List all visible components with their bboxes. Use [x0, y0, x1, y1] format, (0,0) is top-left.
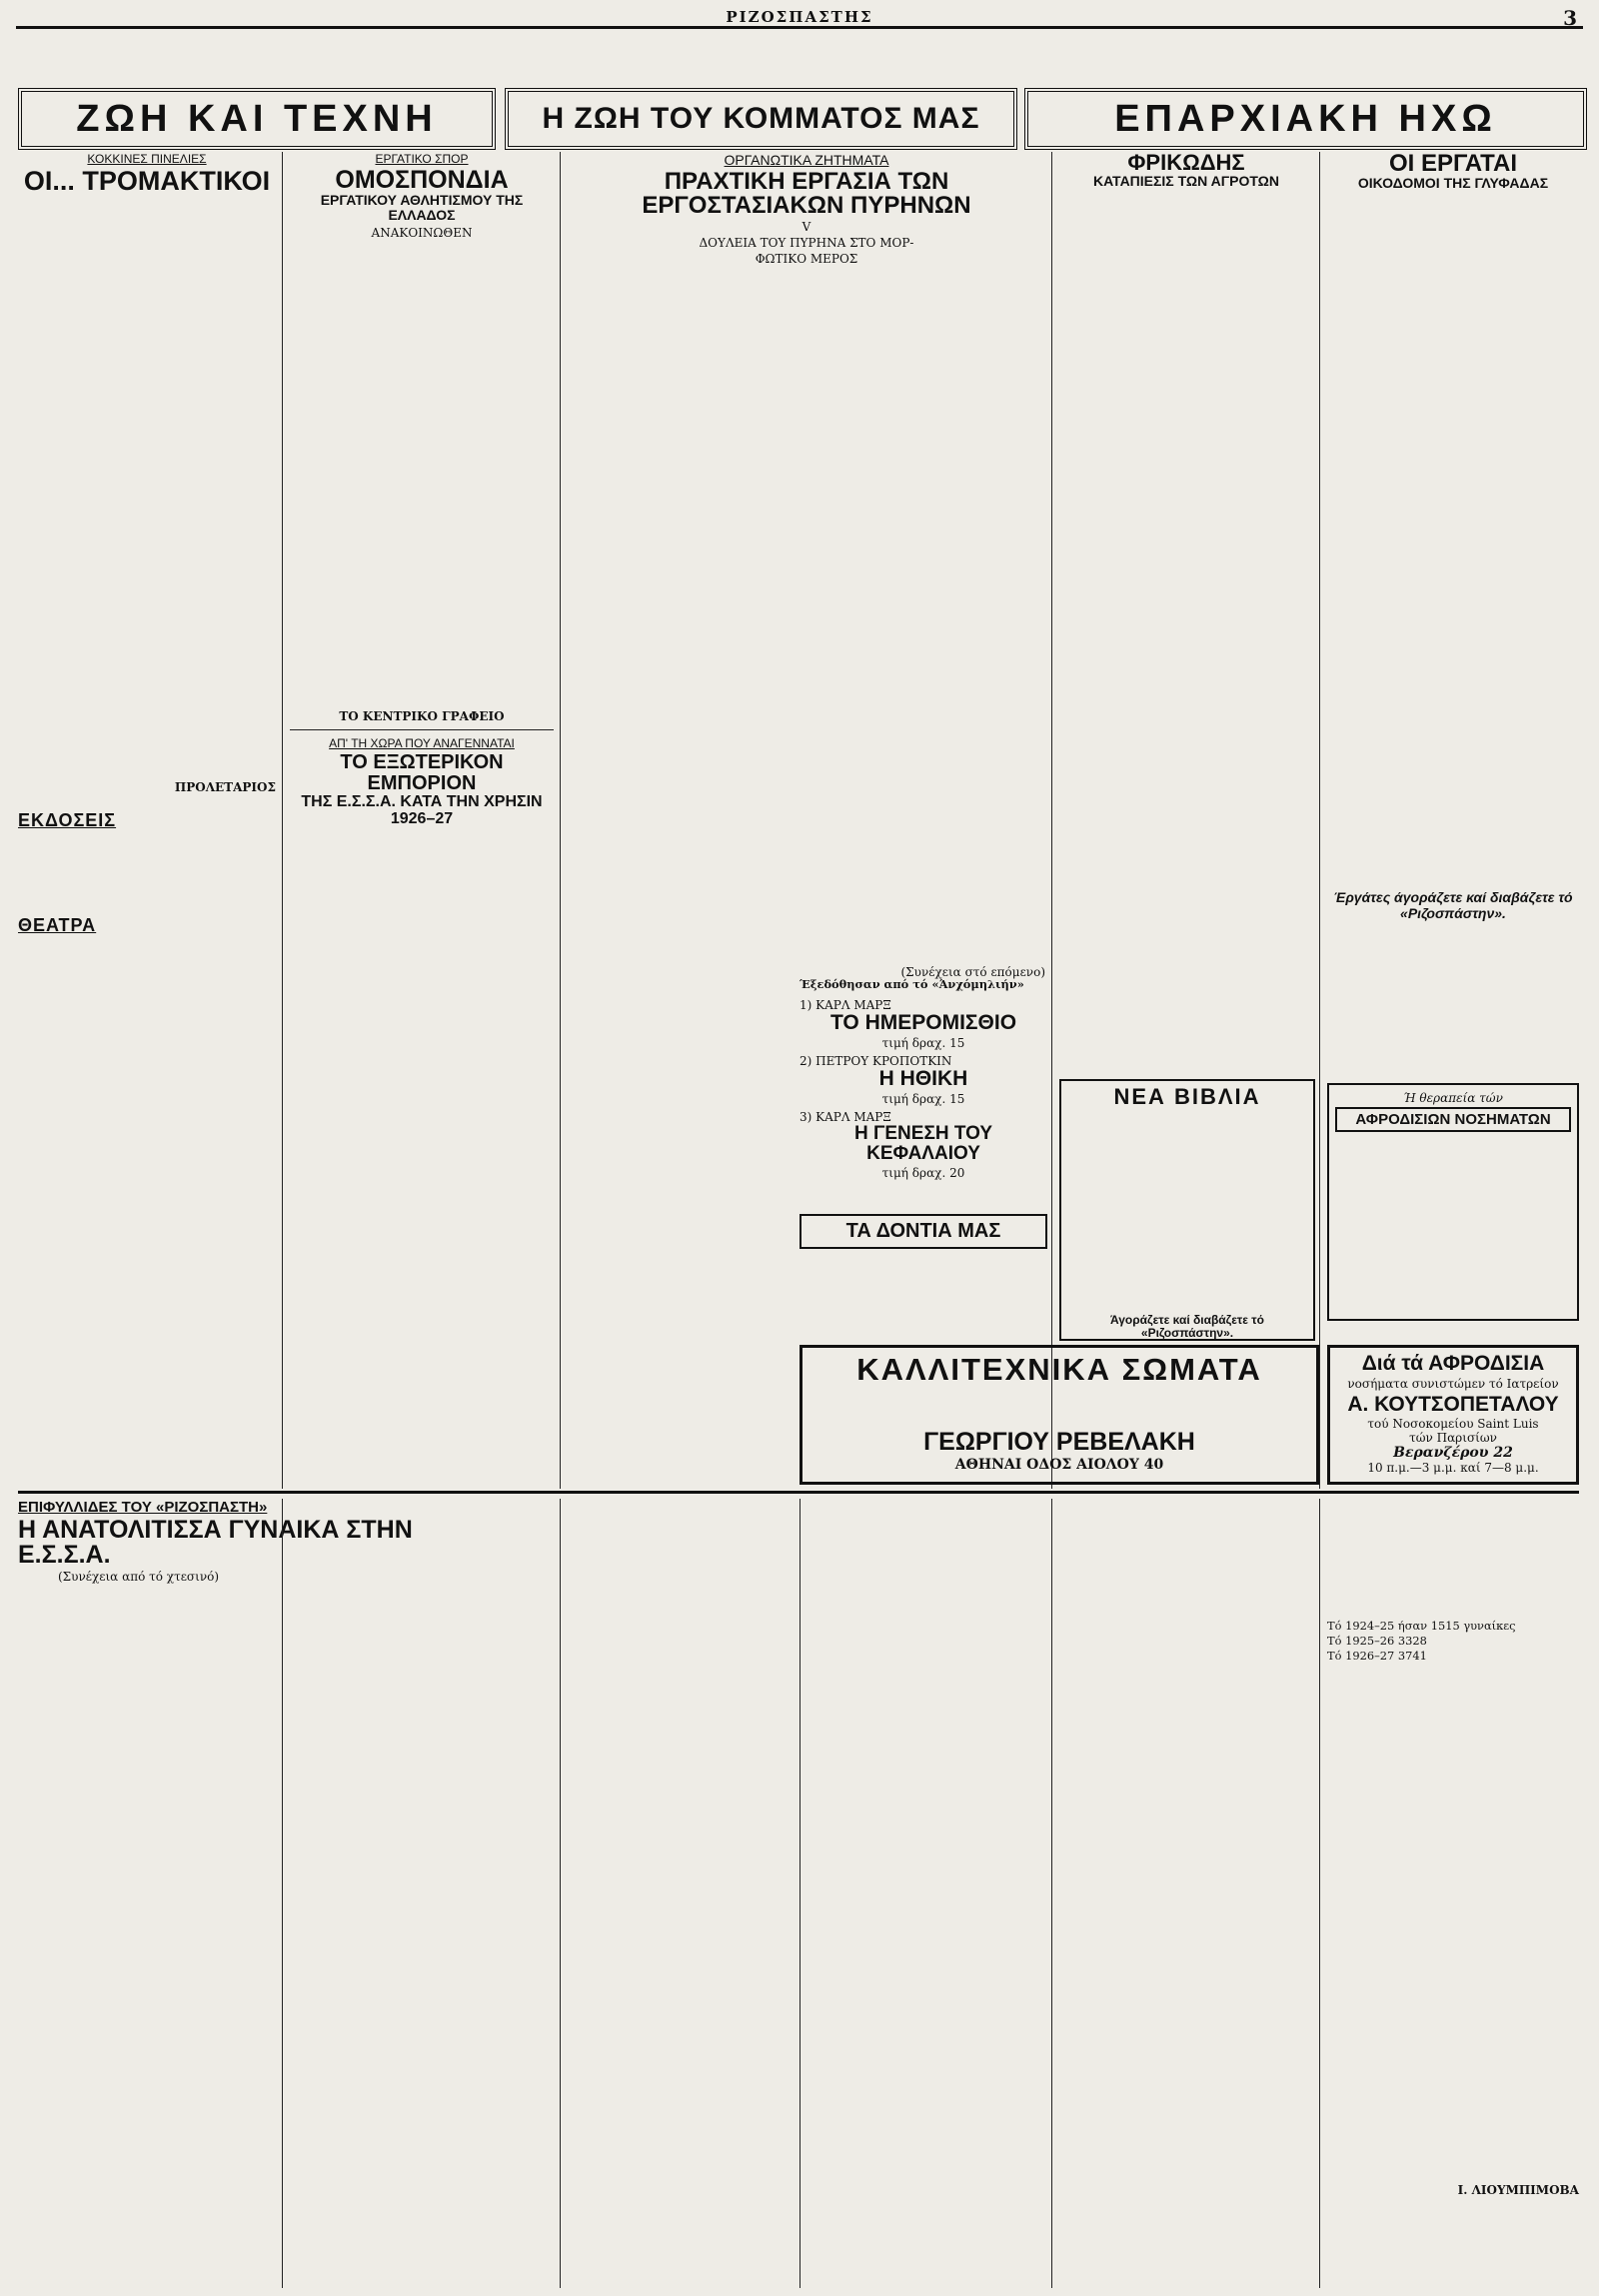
column-rule [1051, 152, 1052, 1489]
new-books-box [1059, 1079, 1315, 1341]
article-signature: ΠΡΟΛΕΤΑΡΙΟΣ [174, 780, 276, 794]
ad-supertitle: Ή θεραπεία τών [1403, 1091, 1503, 1105]
article-title-line2: ΕΡΓΑΤΙΚΟΥ ΑΘΛΗΤΙΣΜΟΥ ΤΗΣ ΕΛΛΑΔΟΣ [320, 192, 524, 223]
ad-clinic: τού Νοσοκομείου Saint Luis [1367, 1417, 1539, 1431]
column-rule [560, 152, 561, 1489]
pub-title: Η ΗΘΙΚΗ [878, 1067, 968, 1091]
article-roman: V [801, 220, 811, 234]
banner-life-and-art: ΖΩΗ ΚΑΙ ΤΕΧΝΗ [18, 88, 496, 150]
ad-name: Α. ΚΟΥΤΣΟΠΕΤΑΛΟΥ [1347, 1393, 1559, 1416]
banner-party-life: Η ΖΩΗ ΤΟΥ ΚΟΜΜΑΤΟΣ ΜΑΣ [505, 88, 1017, 150]
trade-title-line2: ΤΗΣ Ε.Σ.Σ.Α. ΚΑΤΑ ΤΗΝ ΧΡΗΣΙΝ 1926–27 [301, 793, 543, 828]
column-peasants [1059, 152, 1313, 1071]
serial-signature: I. ΛΙΟΥΜΠΙΜΟΒΑ [1457, 2183, 1579, 2197]
article-title: ΦΡΙΚΩΔΗΣ [1127, 150, 1245, 175]
trade-supertitle: ΑΠ' ΤΗ ΧΩΡΑ ΠΟΥ ΑΝΑΓΕΝΝΑΤΑΙ [329, 736, 515, 751]
serial-column-6 [1327, 1499, 1579, 2288]
column-rule [282, 152, 283, 1489]
trade-title: ΤΟ ΕΞΩΤΕΡΙΚΟΝ ΕΜΠΟΡΙΟΝ [340, 751, 504, 795]
buy-cta: Έργάτες άγοράζετε καί διαβάζετε τό «Ριζοσπάστην». [1333, 889, 1573, 921]
ad-top: Διά τά ΑΦΡΟΔΙΣΙΑ [1361, 1352, 1545, 1375]
column-builders [1327, 152, 1579, 1051]
ad-title: ΑΦΡΟΔΙΣΙΩΝ ΝΟΣΗΜΑΤΩΝ [1335, 1107, 1571, 1132]
supertitle: ΕΡΓΑΤΙΚΟ ΣΠΟΡ [375, 152, 469, 166]
serial-stat: Τό 1926–27 3741 [1327, 1649, 1427, 1663]
section-rule [18, 1491, 1579, 1494]
publications-box [800, 977, 1047, 1337]
serial-continued: (Συνέχεια από τό χτεσινό) [58, 1570, 220, 1584]
article-subtitle: ΑΝΑΚΟΙΝΩΘΕΝ [371, 226, 473, 241]
ad-venereal-treatment [1327, 1083, 1579, 1321]
banner-provincial-echo: ΕΠΑΡΧΙΑΚΗ ΗΧΩ [1024, 88, 1587, 150]
column-sport [290, 152, 554, 1487]
teeth-box [800, 1214, 1047, 1249]
supertitle: ΚΟΚΚΙΝΕΣ ΠΙΝΕΛΙΕΣ [87, 152, 207, 166]
pub-author: 1) ΚΑΡΛ ΜΑΡΞ [800, 998, 891, 1012]
supertitle: ΟΡΓΑΝΩΤΙΚΑ ΖΗΤΗΜΑΤΑ [724, 152, 889, 168]
masthead [16, 8, 1583, 29]
pub-author: 3) ΚΑΡΛ ΜΑΡΞ [800, 1110, 891, 1125]
ad-title: ΚΑΛΛΙΤΕΧΝΙΚΑ ΣΩΜΑΤΑ [856, 1352, 1262, 1387]
ad-koutsopetalos [1327, 1345, 1579, 1485]
ad-artistic-coffins [800, 1345, 1319, 1485]
section-title-theatres: ΘΕΑΤΡΑ [18, 915, 97, 935]
article-subtitle: ΚΑΤΑΠΙΕΣΙΣ ΤΩΝ ΑΓΡΟΤΩΝ [1093, 173, 1279, 189]
ad-name: ΓΕΩΡΓΙΟΥ ΡΕΒΕΛΑΚΗ [923, 1428, 1195, 1456]
paper-name: ΡΙΖΟΣΠΑΣΤΗΣ [726, 8, 873, 26]
serial-stat: Τό 1924–25 ήσαν 1515 γυναίκες [1327, 1619, 1516, 1633]
page-number: 3 [1563, 6, 1577, 30]
signature-central-office: ΤΟ ΚΕΝΤΡΙΚΟ ΓΡΑΦΕΙΟ [339, 709, 505, 724]
serial-title: Η ΑΝΑΤΟΛΙΤΙΣΣΑ ΓΥΝΑΙΚΑ ΣΤΗΝ Ε.Σ.Σ.Α. [18, 1516, 413, 1569]
books-footer: Άγοράζετε καί διαβάζετε τό «Ριζοσπάστην». [1110, 1313, 1264, 1341]
article-title: ΟΙ ΕΡΓΑΤΑΙ [1388, 150, 1518, 177]
column-life-art [18, 152, 276, 1487]
article-title: ΟΙ... ΤΡΟΜΑΚΤΙΚΟΙ [23, 166, 271, 196]
ad-address: ΑΘΗΝΑΙ ΟΔΟΣ ΑΙΟΛΟΥ 40 [954, 1457, 1164, 1473]
pub-price: τιμή δραχ. 15 [881, 1036, 965, 1051]
ad-hours: 10 π.μ.—3 μ.μ. καί 7—8 μ.μ. [1367, 1461, 1539, 1475]
article-subtitle: ΔΟΥΛΕΙΑ ΤΟΥ ΠΥΡΗΝΑ ΣΤΟ ΜΟΡ- [699, 236, 914, 250]
pub-price: τιμή δραχ. 20 [881, 1165, 965, 1180]
column-organization [568, 152, 1045, 979]
ad-sub: νοσήματα συνιστώμεν τό Ιατρείον [1347, 1377, 1559, 1391]
pub-author: 2) ΠΕΤΡΟΥ ΚΡΟΠΟΤΚΙΝ [800, 1054, 952, 1069]
serial-supertitle: ΕΠΙΦΥΛΛΙΔΕΣ ΤΟΥ «ΡΙΖΟΣΠΑΣΤΗ» [18, 1499, 268, 1516]
article-title: ΠΡΑΧΤΙΚΗ ΕΡΓΑΣΙΑ ΤΩΝ ΕΡΓΟΣΤΑΣΙΑΚΩΝ ΠΥΡΗΝΩΝ [642, 168, 971, 219]
books-title: ΝΕΑ ΒΙΒΛΙΑ [1113, 1084, 1261, 1109]
serial-stat: Τό 1925–26 3328 [1327, 1634, 1427, 1648]
pub-price: τιμή δραχ. 15 [881, 1092, 965, 1107]
column-rule [1319, 152, 1320, 1489]
section-title-editions: ΕΚΔΟΣΕΙΣ [18, 810, 117, 830]
pub-title: ΤΟ ΗΜΕΡΟΜΙΣΘΙΟ [829, 1011, 1017, 1034]
teeth-title: ΤΑ ΔΟΝΤΙΑ ΜΑΣ [845, 1219, 1001, 1242]
ad-street: Βερανζέρου 22 [1393, 1445, 1513, 1461]
article-title: ΟΜΟΣΠΟΝΔΙΑ [335, 166, 509, 194]
article-subtitle: ΟΙΚΟΔΟΜΟΙ ΤΗΣ ΓΛΥΦΑΔΑΣ [1357, 175, 1549, 191]
article-subtitle-line2: ΦΩΤΙΚΟ ΜΕΡΟΣ [755, 252, 858, 266]
continued-note: (Συνέχεια στό επόμενο) [900, 965, 1045, 979]
pub-title: Η ΓΕΝΕΣΗ ΤΟΥ ΚΕΦΑΛΑΙΟΥ [853, 1123, 993, 1165]
ad-clinic2: τών Παρισίων [1409, 1431, 1497, 1445]
publications-heading: Έξεδόθησαν από τό «Άνχόμηλιήν» [800, 977, 1024, 991]
